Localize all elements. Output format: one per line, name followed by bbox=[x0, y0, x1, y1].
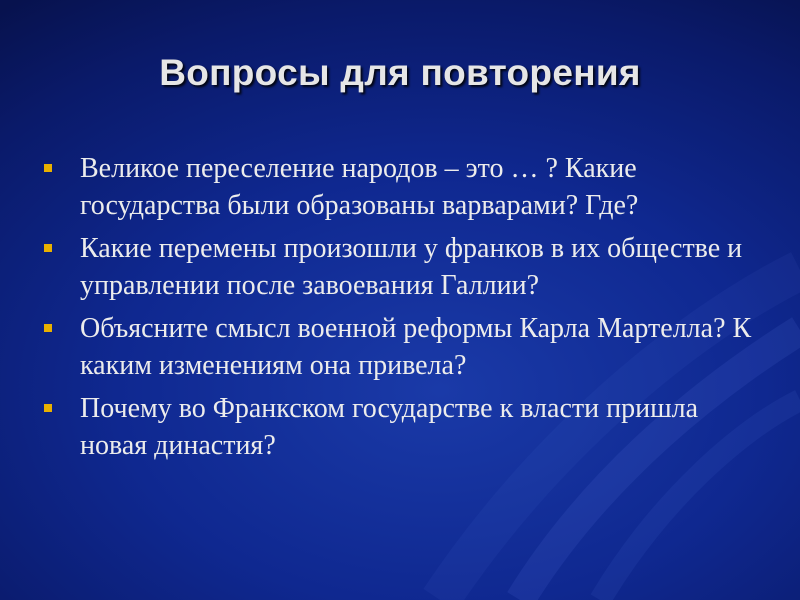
bullet-item bbox=[44, 390, 764, 464]
square-bullet-icon bbox=[44, 404, 52, 412]
bullet-text: Великое переселение народов – это … ? Какие государства были образованы варварами? Где? bbox=[80, 153, 639, 221]
square-bullet-icon bbox=[44, 244, 52, 252]
bullet-list bbox=[44, 150, 764, 470]
bullet-item bbox=[44, 310, 764, 384]
bullet-text: Объясните смысл военной реформы Карла Мартелла? К каким изменениям она привела? bbox=[80, 313, 752, 381]
square-bullet-icon bbox=[44, 164, 52, 172]
bullet-item bbox=[44, 230, 764, 304]
slide-title: Вопросы для повторения bbox=[159, 52, 641, 93]
bullet-text: Какие перемены произошли у франков в их обществе и управлении после завоевания Галлии? bbox=[80, 233, 743, 301]
square-bullet-icon bbox=[44, 324, 52, 332]
bullet-item bbox=[44, 150, 764, 224]
bullet-text: Почему во Франкском государстве к власти пришла новая династия? bbox=[80, 393, 699, 461]
